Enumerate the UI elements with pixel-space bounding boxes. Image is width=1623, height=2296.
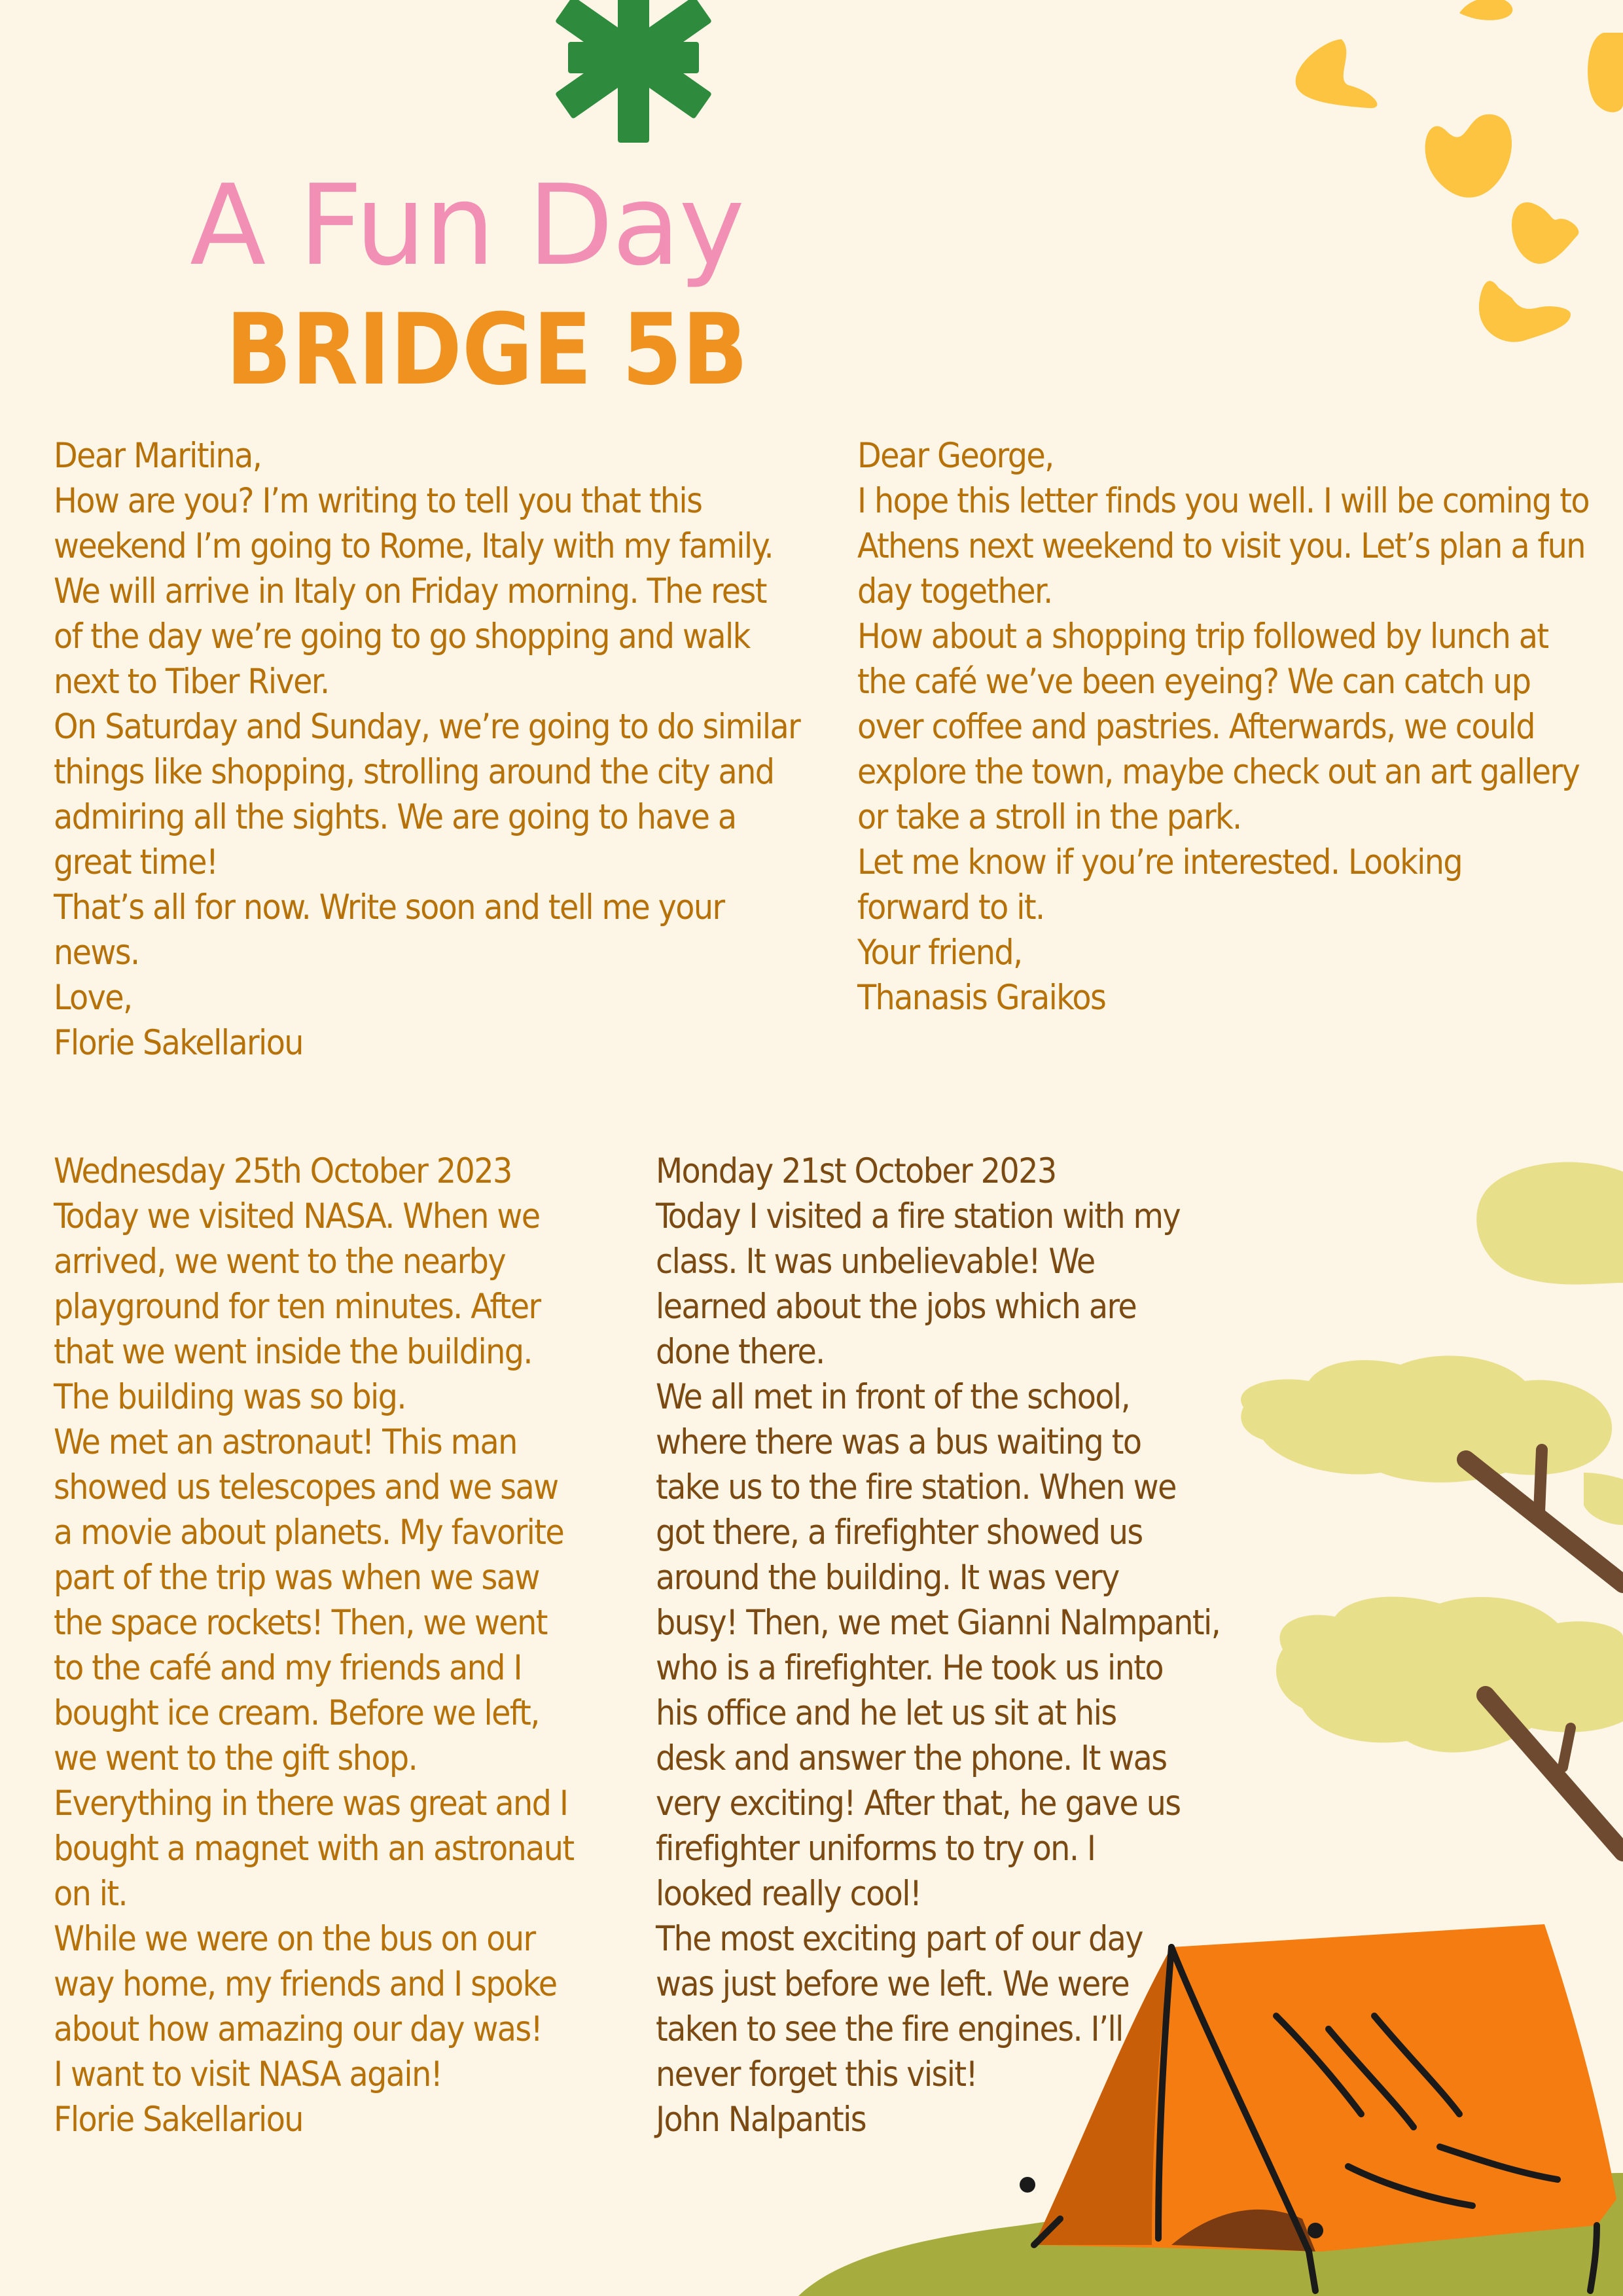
text-line: great time! [54,842,218,882]
text-line: got there, a firefighter showed us [656,1513,1143,1552]
green-asterisk-icon [555,0,713,143]
text-line: Dear Maritina, [54,436,262,476]
text-line: That’s all for now. Write soon and tell me your [54,888,724,927]
text-line: Athens next weekend to visit you. Let’s plan a fun [857,526,1585,566]
text-line: admiring all the sights. We are going to have a [54,797,736,837]
text-line: The building was so big. [54,1377,406,1417]
text-line: taken to see the fire engines. I’ll [656,2009,1123,2049]
text-line: looked really cool! [656,1874,921,1914]
text-line: part of the trip was when we saw [54,1558,539,1598]
text-line: that we went inside the building. [54,1332,532,1372]
text-line: class. It was unbelievable! We [656,1242,1095,1282]
text-line: bought ice cream. Before we left, [54,1693,539,1733]
text-line: very exciting! After that, he gave us [656,1784,1181,1823]
text-line: to the café and my friends and I [54,1648,522,1688]
text-line: We will arrive in Italy on Friday morning. The rest [54,571,766,611]
diary-nasa-visit [54,1149,573,2142]
text-line: Your friend, [857,933,1022,973]
text-line: Monday 21st October 2023 [656,1151,1056,1191]
letter-to-george [857,433,1589,1020]
text-line: The most exciting part of our day [656,1919,1143,1959]
diary-fire-station-visit [656,1149,1220,2142]
text-line: a movie about planets. My favorite [54,1513,564,1552]
text-line: arrived, we went to the nearby [54,1242,505,1282]
text-line: How are you? I’m writing to tell you that this [54,481,702,521]
text-line: We all met in front of the school, [656,1377,1130,1417]
text-line: desk and answer the phone. It was [656,1738,1167,1778]
text-line: Wednesday 25th October 2023 [54,1151,512,1191]
text-line: busy! Then, we met Gianni Nalmpanti, [656,1603,1221,1643]
text-line: Today I visited a fire station with my [656,1196,1180,1236]
text-line: where there was a bus waiting to [656,1422,1141,1462]
text-line: John Nalpantis [656,2100,866,2140]
text-line: never forget this visit! [656,2054,977,2094]
text-line: about how amazing our day was! [54,2009,543,2049]
yellow-heart-icons [1296,0,1623,342]
text-line: or take a stroll in the park. [857,797,1241,837]
text-line: next to Tiber River. [54,662,329,702]
text-line: Love, [54,978,132,1018]
text-line: around the building. It was very [656,1558,1119,1598]
text-line: day together. [857,571,1052,611]
text-line: I want to visit NASA again! [54,2054,442,2094]
text-line: over coffee and pastries. Afterwards, we could [857,707,1535,747]
text-line: weekend I’m going to Rome, Italy with my family. [54,526,774,566]
text-line: of the day we’re going to go shopping and walk [54,617,750,656]
text-line: playground for ten minutes. After [54,1287,541,1327]
text-line: Today we visited NASA. When we [54,1196,540,1236]
text-line: I hope this letter finds you well. I will be coming to [857,481,1589,521]
page-title: A Fun Day [190,161,744,291]
letter-to-maritina [54,433,800,1066]
text-line: forward to it. [857,888,1044,927]
text-line: Florie Sakellariou [54,2100,303,2140]
text-line: take us to the fire station. When we [656,1467,1176,1507]
text-line: On Saturday and Sunday, we’re going to do similar [54,707,800,747]
page-subtitle: BRIDGE 5B [226,293,748,407]
text-line: on it. [54,1874,128,1914]
text-line: news. [54,933,139,973]
text-line: firefighter uniforms to try on. I [656,1829,1096,1869]
text-line: explore the town, maybe check out an art gallery [857,752,1580,792]
tree-foliage [1241,1162,1623,1753]
text-line: We met an astronaut! This man [54,1422,517,1462]
text-line: While we were on the bus on our [54,1919,535,1959]
text-line: was just before we left. We were [656,1964,1130,2004]
text-line: who is a firefighter. He took us into [656,1648,1163,1688]
text-line: How about a shopping trip followed by lunch at [857,617,1548,656]
text-line: the space rockets! Then, we went [54,1603,547,1643]
text-line: his office and he let us sit at his [656,1693,1116,1733]
text-line: things like shopping, strolling around the city and [54,752,774,792]
text-line: way home, my friends and I spoke [54,1964,557,2004]
text-line: the café we’ve been eyeing? We can catch up [857,662,1531,702]
text-line: Florie Sakellariou [54,1023,303,1063]
text-line: showed us telescopes and we saw [54,1467,558,1507]
text-line: learned about the jobs which are [656,1287,1137,1327]
text-line: we went to the gift shop. [54,1738,418,1778]
text-line: done there. [656,1332,825,1372]
text-line: Let me know if you’re interested. Looking [857,842,1463,882]
text-line: Thanasis Graikos [857,978,1106,1018]
text-line: Dear George, [857,436,1054,476]
text-line: Everything in there was great and I [54,1784,568,1823]
text-line: bought a magnet with an astronaut [54,1829,574,1869]
